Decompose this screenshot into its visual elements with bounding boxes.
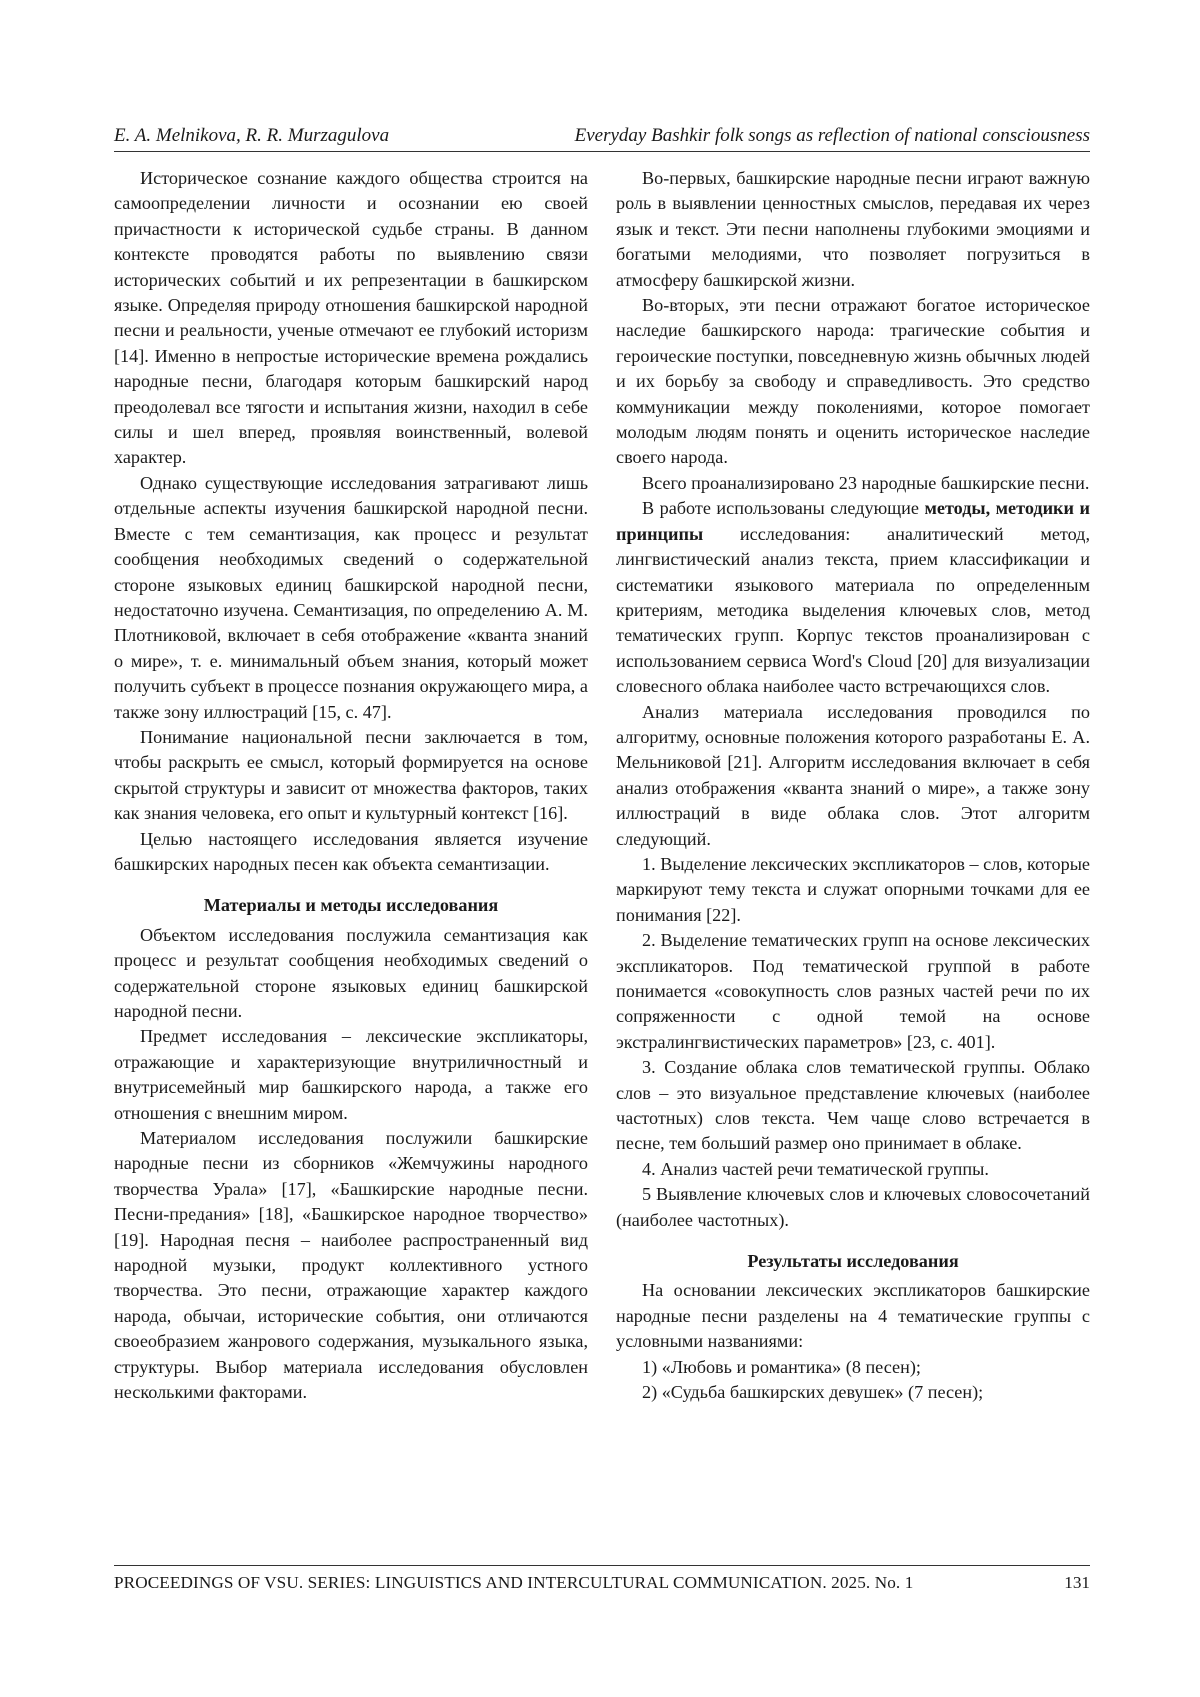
algorithm-step: 2. Выделение тематических групп на основе лексических экспликаторов. Под тематической группой в работе понимается «совокупность слов разных частей речи по их сопряженности с одной темой на основе экстралингвистических параметров» [23, с. 401]. xyxy=(616,930,1090,1052)
header-authors: E. A. Melnikova, R. R. Murzagulova xyxy=(114,125,390,146)
paragraph: Историческое сознание каждого общества строится на самоопределении личности и осознании ею своей причастности к исторической судьбе страны. В данном контексте проводятся работы по выявлению связи исторических событий и их репрезентации в башкирском языке. Определяя природу отношения башкирской народной песни и реальности, ученые отмечают ее глубокий историзм [14]. Именно в непростые исторические времена рождались народные песни, благодаря которым башкирский народ преодолевал все тягости и испытания жизни, находил в себе силы и шел вперед, проявляя воинственный, волевой характер. xyxy=(114,168,588,468)
paragraph: Целью настоящего исследования является изучение башкирских народных песен как объекта семантизации. xyxy=(114,828,588,874)
header-article-title: Everyday Bashkir folk songs as reflection of national consciousness xyxy=(574,125,1090,146)
paragraph: Во-вторых, эти песни отражают богатое историческое наследие башкирского народа: трагические события и героические поступки, повседневную жизнь обычных людей и их борьбу за свободу и справедливость. Это средство коммуникации между поколениями, которое помогает молодым людям понять и оценить историческое наследие своего народа. xyxy=(616,295,1090,468)
footer-divider xyxy=(114,1565,1090,1566)
paragraph: Всего проанализировано 23 народные башкирские песни. xyxy=(642,472,1090,493)
group-list-item: 2) «Судьба башкирских девушек» (7 песен); xyxy=(642,1382,984,1403)
algorithm-step: 4. Анализ частей речи тематической группы. xyxy=(642,1158,989,1179)
paragraph: Материалом исследования послужили башкирские народные песни из сборников «Жемчужины народного творчества Урала» [17], «Башкирские народные песни. Песни-предания» [18], «Башкирское народное творчество» [19]. Народная песня – наиболее распространенный вид народной музыки, продукт коллективного устного творчества. Это песни, отражающие характер каждого народа, обычаи, исторические события, они отличаются своеобразием жанрового содержания, музыкального языка, структуры. Выбор материала исследования обусловлен несколькими факторами. xyxy=(114,1128,588,1403)
paragraph: Предмет исследования – лексические экспликаторы, отражающие и характеризующие внутриличностный и внутрисемейный мир башкирского народа, а также его отношения с внешним миром. xyxy=(114,1026,588,1123)
methods-rest: исследования: аналитический метод, лингвистический анализ текста, прием классификации и систематики языкового материала по определенным критериям, методика выделения ключевых слов, метод тематических групп. Корпус текстов проанализирован с использованием сервиса Word's Cloud [20] для визуализации словесного облака наиболее часто встречающихся слов. xyxy=(616,523,1090,697)
algorithm-step: 1. Выделение лексических экспликаторов – слов, которые маркируют тему текста и служат опорными точками для ее понимания [22]. xyxy=(616,853,1090,925)
page-number: 131 xyxy=(1064,1573,1090,1592)
algorithm-step: 3. Создание облака слов тематической группы. Облако слов – это визуальное представление ключевых (наиболее частотных) слов текста. Чем чаще слово встречается в песне, тем больший размер оно принимает в облаке. xyxy=(616,1057,1090,1154)
footer-journal-title: PROCEEDINGS OF VSU. SERIES: LINGUISTICS AND INTERCULTURAL COMMUNICATION. 2025. No. 1 xyxy=(114,1573,914,1592)
paragraph: Объектом исследования послужила семантизация как процесс и результат сообщения необходимых сведений о содержательной стороне языковых единиц башкирской народной песни. xyxy=(114,924,588,1021)
header-divider xyxy=(114,151,1090,152)
paragraph: Понимание национальной песни заключается в том, чтобы раскрыть ее смысл, который формируется на основе скрытой структуры и зависит от множества факторов, таких как знания человека, его опыт и культурный контекст [16]. xyxy=(114,726,588,824)
methods-intro: В работе использованы следующие xyxy=(642,498,925,519)
algorithm-step: 5 Выявление ключевых слов и ключевых словосочетаний (наиболее частотных). xyxy=(616,1184,1090,1230)
group-list-item: 1) «Любовь и романтика» (8 песен); xyxy=(642,1356,921,1377)
paragraph: Анализ материала исследования проводился по алгоритму, основные положения которого разработаны Е. А. Мельниковой [21]. Алгоритм исследования включает в себя анализ отображения «кванта знаний о мире», а также зону иллюстраций в виде облака слов. Этот алгоритм следующий. xyxy=(616,701,1090,849)
section-heading-methods: Материалы и методы исследования xyxy=(203,895,499,916)
section-heading-results: Результаты исследования xyxy=(747,1251,959,1272)
paragraph: Во-первых, башкирские народные песни играют важную роль в выявлении ценностных смыслов, передавая их через язык и текст. Эти песни наполнены глубокими эмоциями и богатыми мелодиями, что позволяет погрузиться в атмосферу башкирской жизни. xyxy=(616,168,1090,290)
methods-bold-term: методы, методики и принципы xyxy=(616,498,1091,544)
running-header xyxy=(114,121,1090,151)
paragraph: На основании лексических экспликаторов башкирские народные песни разделены на 4 тематические группы с условными названиями: xyxy=(616,1280,1090,1352)
paragraph-methods xyxy=(616,496,1090,699)
left-column xyxy=(114,166,588,1406)
paragraph: Однако существующие исследования затрагивают лишь отдельные аспекты изучения башкирской народной песни. Вместе с тем семантизация, как процесс и результат сообщения необходимых сведений о содержательной стороне языковых единиц башкирской народной песни, недостаточно изучена. Семантизация, по определению А. М. Плотниковой, включает в себя отображение «кванта знаний о мире», т. е. минимальный объем знания, который может получить субъект в процессе познания окружающего мира, а также зону иллюстраций [15, с. 47]. xyxy=(114,472,588,722)
right-column xyxy=(616,166,1090,1406)
